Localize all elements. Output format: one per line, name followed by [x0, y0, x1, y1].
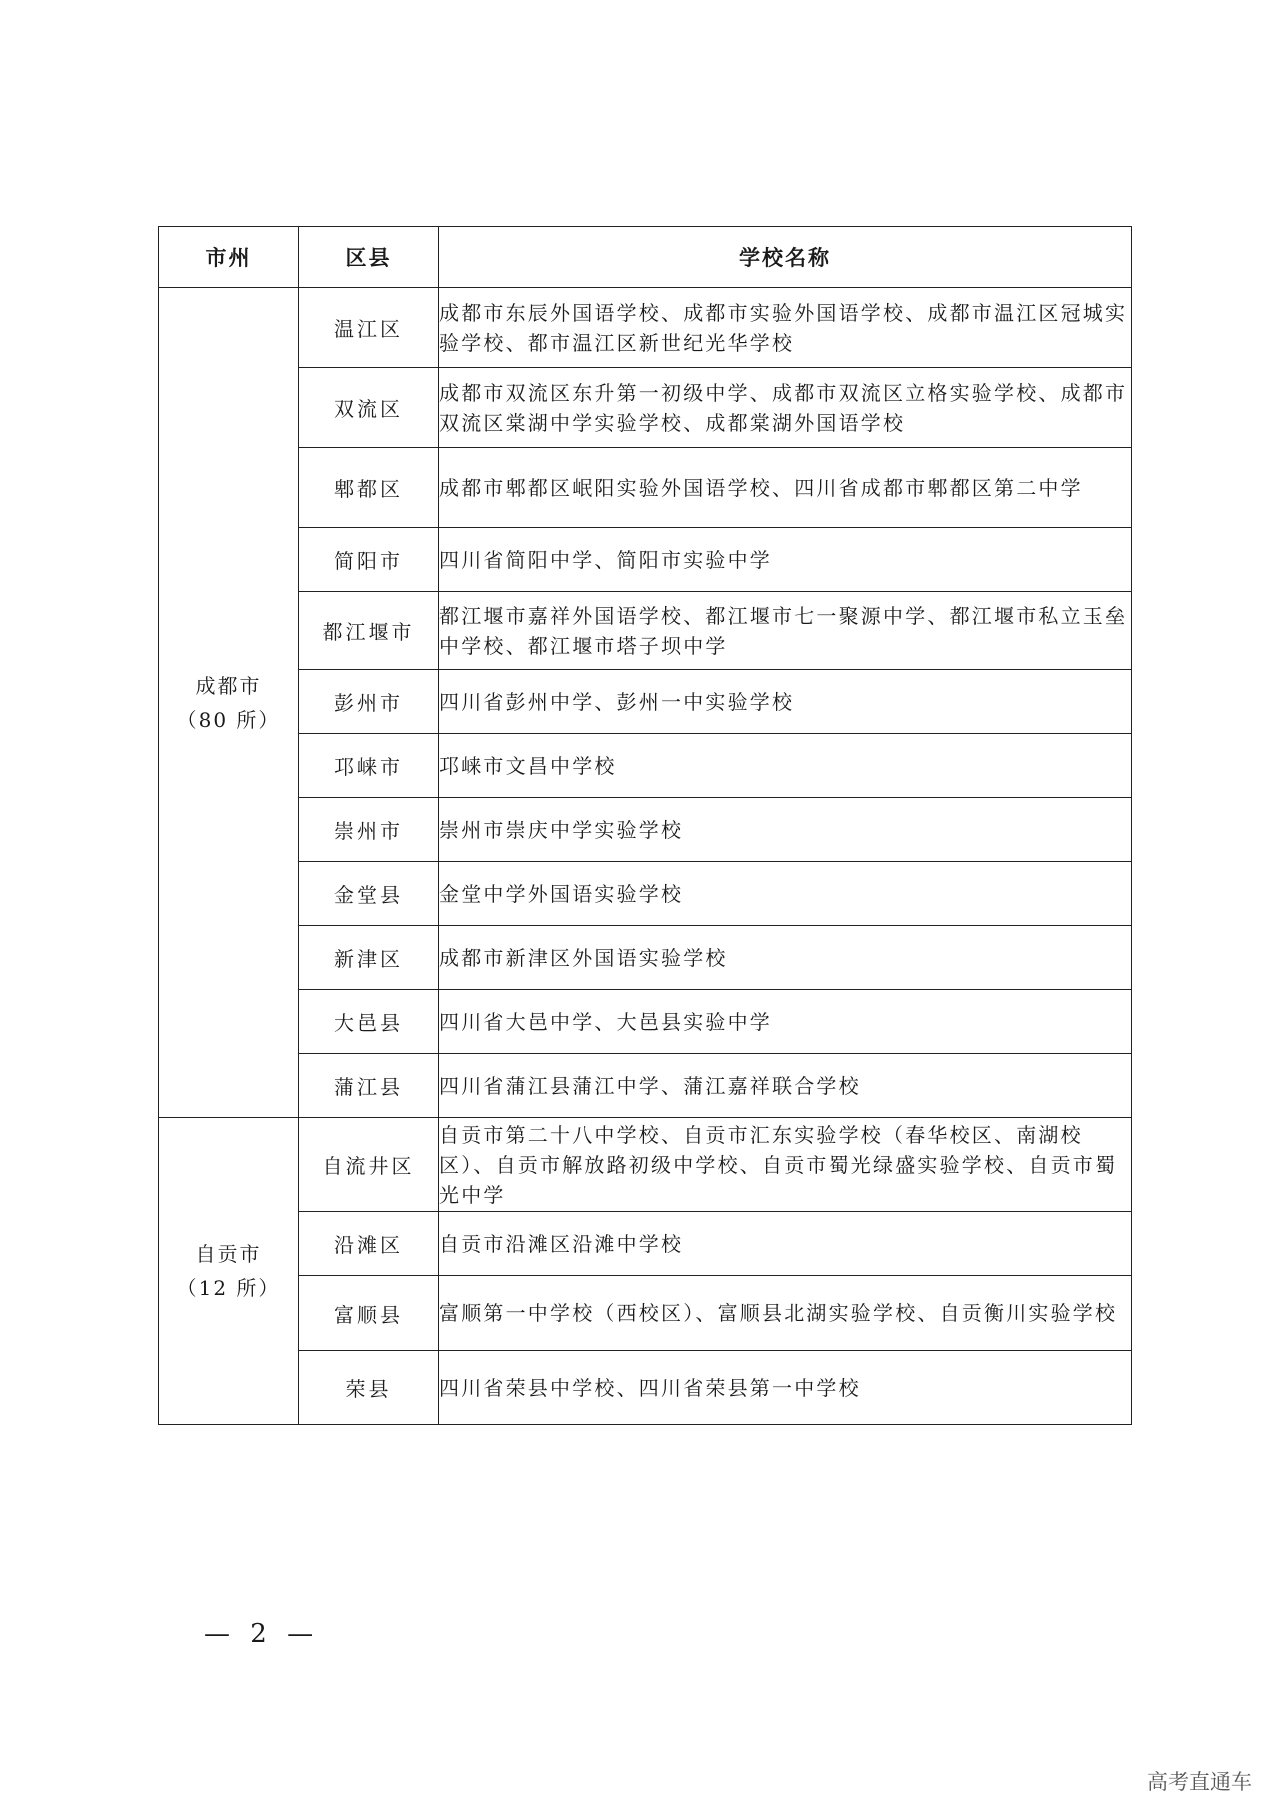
district-cell: 荣县	[299, 1351, 439, 1425]
table-row	[159, 592, 1132, 670]
district-cell: 金堂县	[299, 862, 439, 926]
school-list-cell: 四川省荣县中学校、四川省荣县第一中学校	[439, 1351, 1132, 1425]
watermark-text: 高考直通车	[1147, 1770, 1252, 1794]
table-header-row	[159, 227, 1132, 288]
district-cell: 邛崃市	[299, 734, 439, 798]
page-number: — 2 —	[204, 1619, 320, 1649]
city-cell-zigong	[159, 1118, 299, 1425]
table-row	[159, 448, 1132, 528]
school-list-cell: 成都市新津区外国语实验学校	[439, 926, 1132, 990]
district-cell: 温江区	[299, 288, 439, 368]
school-table	[158, 226, 1132, 1425]
city-name: 自贡市	[195, 1242, 262, 1266]
table-row	[159, 1276, 1132, 1351]
city-school-count: （80 所）	[176, 707, 281, 732]
school-list-cell: 四川省蒲江县蒲江中学、蒲江嘉祥联合学校	[439, 1054, 1132, 1118]
district-cell: 简阳市	[299, 528, 439, 592]
district-cell: 新津区	[299, 926, 439, 990]
district-cell: 都江堰市	[299, 592, 439, 670]
table-row	[159, 670, 1132, 734]
school-list-cell: 成都市双流区东升第一初级中学、成都市双流区立格实验学校、成都市双流区棠湖中学实验学校、成都棠湖外国语学校	[439, 368, 1132, 448]
table-row	[159, 798, 1132, 862]
city-name: 成都市	[195, 673, 262, 698]
district-cell: 富顺县	[299, 1276, 439, 1351]
school-list-cell: 成都市郫都区岷阳实验外国语学校、四川省成都市郫都区第二中学	[439, 448, 1132, 528]
table-row	[159, 862, 1132, 926]
district-cell: 大邑县	[299, 990, 439, 1054]
school-list-cell: 邛崃市文昌中学校	[439, 734, 1132, 798]
city-school-count: （12 所）	[176, 1276, 281, 1300]
district-cell: 双流区	[299, 368, 439, 448]
table-row	[159, 734, 1132, 798]
school-list-cell: 富顺第一中学校（西校区）、富顺县北湖实验学校、自贡衡川实验学校	[439, 1276, 1132, 1351]
district-cell: 蒲江县	[299, 1054, 439, 1118]
school-list-cell: 金堂中学外国语实验学校	[439, 862, 1132, 926]
table-row	[159, 1054, 1132, 1118]
table-row	[159, 288, 1132, 368]
school-list-cell: 成都市东辰外国语学校、成都市实验外国语学校、成都市温江区冠城实验学校、都市温江区新世纪光华学校	[439, 288, 1132, 368]
table-row	[159, 368, 1132, 448]
district-cell: 郫都区	[299, 448, 439, 528]
table-row	[159, 926, 1132, 990]
table-body	[159, 288, 1132, 1425]
district-cell: 自流井区	[299, 1118, 439, 1212]
school-list-cell: 四川省简阳中学、简阳市实验中学	[439, 528, 1132, 592]
school-list-cell: 自贡市第二十八中学校、自贡市汇东实验学校（春华校区、南湖校区）、自贡市解放路初级中学校、自贡市蜀光绿盛实验学校、自贡市蜀光中学	[439, 1118, 1132, 1212]
header-district: 区县	[299, 227, 439, 288]
school-list-cell: 自贡市沿滩区沿滩中学校	[439, 1212, 1132, 1276]
table-row	[159, 1118, 1132, 1212]
district-cell: 崇州市	[299, 798, 439, 862]
table-row	[159, 1351, 1132, 1425]
header-school: 学校名称	[439, 227, 1132, 288]
school-list-cell: 崇州市崇庆中学实验学校	[439, 798, 1132, 862]
district-cell: 彭州市	[299, 670, 439, 734]
school-list-cell: 都江堰市嘉祥外国语学校、都江堰市七一聚源中学、都江堰市私立玉垒中学校、都江堰市塔子坝中学	[439, 592, 1132, 670]
header-city: 市州	[159, 227, 299, 288]
table-row	[159, 528, 1132, 592]
district-cell: 沿滩区	[299, 1212, 439, 1276]
table-row	[159, 1212, 1132, 1276]
city-cell-chengdu	[159, 288, 299, 1118]
school-list-cell: 四川省大邑中学、大邑县实验中学	[439, 990, 1132, 1054]
table-row	[159, 990, 1132, 1054]
school-list-cell: 四川省彭州中学、彭州一中实验学校	[439, 670, 1132, 734]
